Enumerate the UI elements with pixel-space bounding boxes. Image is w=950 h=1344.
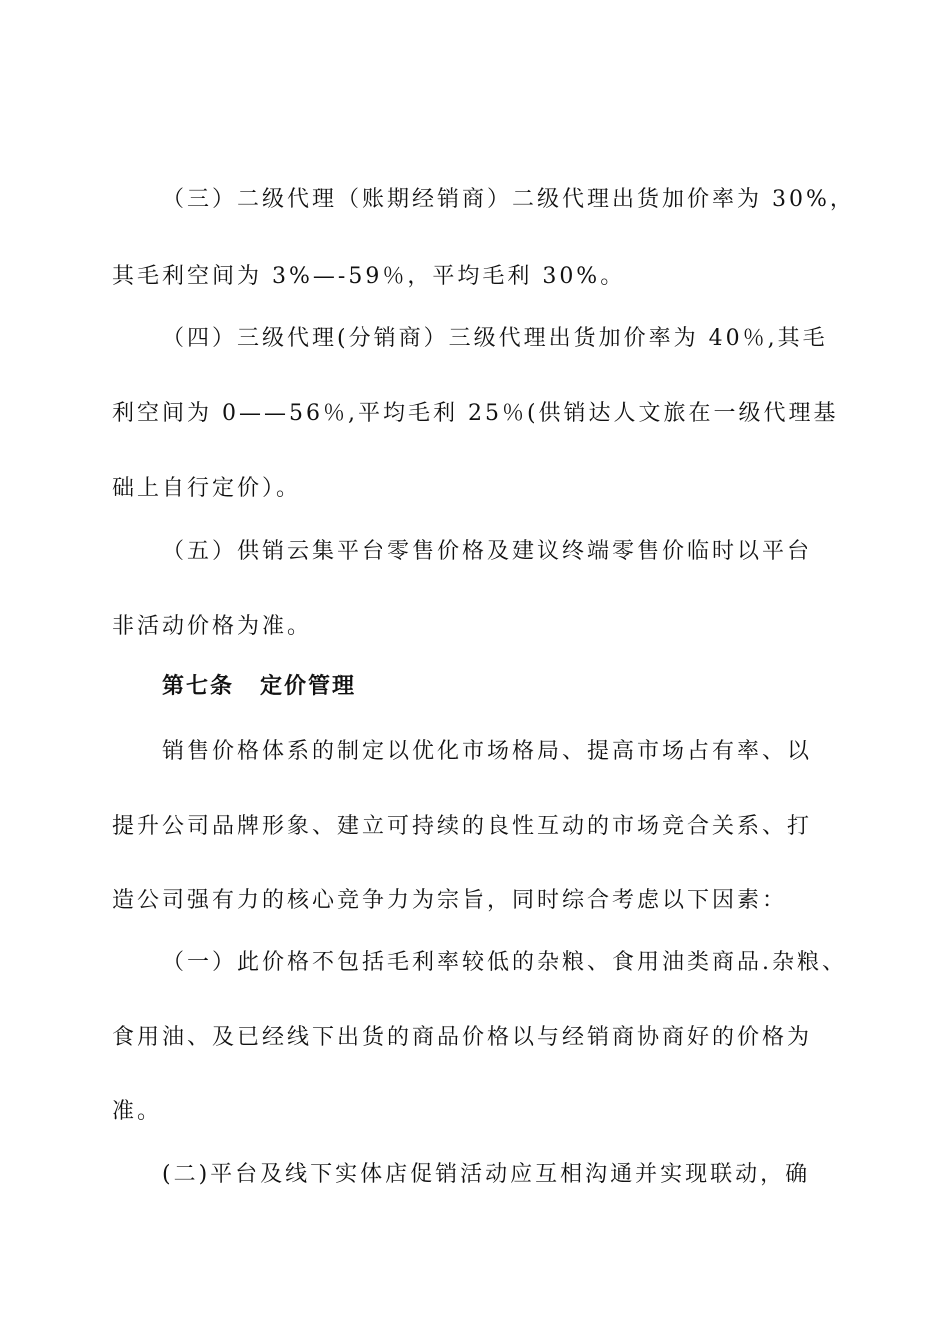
paragraph-line: (二)平台及线下实体店促销活动应互相沟通并实现联动，确 <box>162 1162 811 1187</box>
paragraph-line: （一）此价格不包括毛利率较低的杂粮、食用油类商品.杂粮、 <box>162 950 847 975</box>
paragraph-line: 提升公司品牌形象、建立可持续的良性互动的市场竞合关系、打 <box>112 814 813 839</box>
paragraph-line: 销售价格体系的制定以优化市场格局、提高市场占有率、以 <box>162 739 813 764</box>
paragraph-line: （四）三级代理(分销商）三级代理出货加价率为 40％,其毛 <box>162 326 828 351</box>
paragraph-line: （五）供销云集平台零售价格及建议终端零售价临时以平台 <box>162 539 813 564</box>
paragraph-line: （三）二级代理（账期经销商）二级代理出货加价率为 30%， <box>162 187 855 212</box>
paragraph-line: 利空间为 0——56％,平均毛利 25％(供销达人文旅在一级代理基 <box>112 401 839 426</box>
article-title: 定价管理 <box>260 674 357 699</box>
paragraph-line: 食用油、及已经线下出货的商品价格以与经销商协商好的价格为 <box>112 1025 813 1050</box>
paragraph-line: 造公司强有力的核心竞争力为宗旨，同时综合考虑以下因素： <box>112 888 788 913</box>
section-heading <box>162 672 356 702</box>
paragraph-line: 其毛利空间为 3%—-59％，平均毛利 30%。 <box>112 264 626 289</box>
paragraph-line: 础上自行定价）。 <box>112 476 302 501</box>
paragraph-line: 非活动价格为准。 <box>112 614 313 639</box>
paragraph-line: 准。 <box>112 1099 163 1124</box>
article-number: 第七条 <box>162 674 235 699</box>
